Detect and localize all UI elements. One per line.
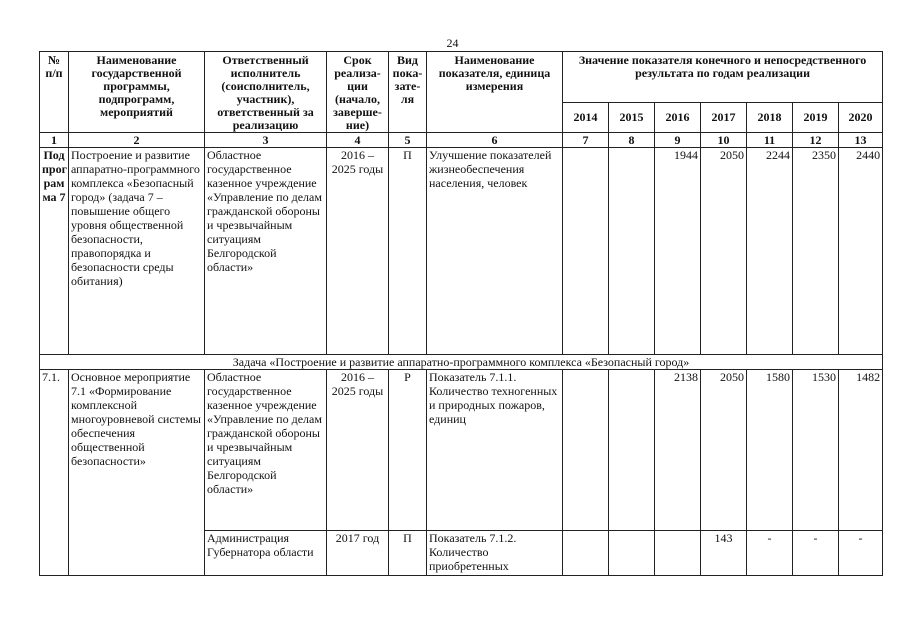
task-row bbox=[40, 355, 883, 370]
subprogram-name: Построение и развитие аппаратно-программного комплекса «Безопасный город» (задача 7 – повышение общего уровня общественной безопасности, правопорядка и безопасности среды обитания) bbox=[69, 148, 205, 355]
column-number: 6 bbox=[427, 133, 563, 148]
column-number: 11 bbox=[747, 133, 793, 148]
activity-executor: Областное государственное казенное учреждение «Управление по делам гражданской обороны и чрезвычайным ситуациям Белгородской области» bbox=[205, 370, 327, 531]
column-number: 1 bbox=[40, 133, 69, 148]
activity-term: 2016 – 2025 годы bbox=[327, 370, 389, 531]
activity-num: 7.1. bbox=[40, 370, 69, 576]
header-row bbox=[40, 52, 883, 103]
header-year: 2014 bbox=[563, 102, 609, 132]
activity-type: П bbox=[389, 531, 427, 576]
column-number-row bbox=[40, 133, 883, 148]
header-year: 2015 bbox=[609, 102, 655, 132]
activity-indicator: Показатель 7.1.1. Количество техногенных и природных пожаров, единиц bbox=[427, 370, 563, 531]
header-type: Вид пока-зате-ля bbox=[389, 52, 427, 133]
subprogram-value bbox=[609, 148, 655, 355]
subprogram-indicator: Улучшение показателей жизнеобеспечения населения, человек bbox=[427, 148, 563, 355]
header-year: 2019 bbox=[793, 102, 839, 132]
activity-value: - bbox=[839, 531, 883, 576]
activity-value: 1530 bbox=[793, 370, 839, 531]
activity-row bbox=[40, 370, 883, 531]
activity-value: 2138 bbox=[655, 370, 701, 531]
subprogram-executor: Областное государственное казенное учреждение «Управление по делам гражданской обороны и чрезвычайным ситуациям Белгородской области» bbox=[205, 148, 327, 355]
column-number: 7 bbox=[563, 133, 609, 148]
activity-executor: Администрация Губернатора области bbox=[205, 531, 327, 576]
activity-value: - bbox=[793, 531, 839, 576]
header-values-group: Значение показателя конечного и непосредственного результата по годам реализации bbox=[563, 52, 883, 103]
header-term: Срок реализа-ции (начало, заверше-ние) bbox=[327, 52, 389, 133]
activity-name: Основное мероприятие 7.1 «Формирование комплексной многоуровневой системы обеспечения общественной безопасности» bbox=[69, 370, 205, 576]
column-number: 10 bbox=[701, 133, 747, 148]
subprogram-term: 2016 – 2025 годы bbox=[327, 148, 389, 355]
activity-value bbox=[563, 370, 609, 531]
activity-value bbox=[609, 370, 655, 531]
activity-value: - bbox=[747, 531, 793, 576]
column-number: 8 bbox=[609, 133, 655, 148]
subprogram-row bbox=[40, 148, 883, 355]
column-number: 5 bbox=[389, 133, 427, 148]
activity-value: 1482 bbox=[839, 370, 883, 531]
subprogram-value: 2244 bbox=[747, 148, 793, 355]
header-year: 2016 bbox=[655, 102, 701, 132]
column-number: 2 bbox=[69, 133, 205, 148]
header-year: 2020 bbox=[839, 102, 883, 132]
subprogram-value bbox=[563, 148, 609, 355]
column-number: 4 bbox=[327, 133, 389, 148]
header-num: № п/п bbox=[40, 52, 69, 133]
header-indicator: Наименование показателя, единица измерения bbox=[427, 52, 563, 133]
subprogram-value: 2350 bbox=[793, 148, 839, 355]
activity-value: 2050 bbox=[701, 370, 747, 531]
indicators-table bbox=[39, 51, 883, 576]
activity-type: Р bbox=[389, 370, 427, 531]
subprogram-value: 2050 bbox=[701, 148, 747, 355]
activity-term: 2017 год bbox=[327, 531, 389, 576]
header-name: Наименование государственной программы, подпрограмм, мероприятий bbox=[69, 52, 205, 133]
header-year: 2018 bbox=[747, 102, 793, 132]
column-number: 12 bbox=[793, 133, 839, 148]
activity-value bbox=[563, 531, 609, 576]
activity-value bbox=[655, 531, 701, 576]
column-number: 9 bbox=[655, 133, 701, 148]
subprogram-value: 1944 bbox=[655, 148, 701, 355]
activity-value: 1580 bbox=[747, 370, 793, 531]
activity-value: 143 bbox=[701, 531, 747, 576]
column-number: 3 bbox=[205, 133, 327, 148]
activity-indicator: Показатель 7.1.2. Количество приобретенных bbox=[427, 531, 563, 576]
column-number: 13 bbox=[839, 133, 883, 148]
task-title: Задача «Построение и развитие аппаратно-программного комплекса «Безопасный город» bbox=[40, 355, 883, 370]
header-executor: Ответственный исполнитель (соисполнитель, участник), ответственный за реализацию bbox=[205, 52, 327, 133]
subprogram-type: П bbox=[389, 148, 427, 355]
subprogram-num: Под прог рам ма 7 bbox=[40, 148, 69, 355]
subprogram-value: 2440 bbox=[839, 148, 883, 355]
page-number: 24 bbox=[446, 36, 459, 50]
activity-value bbox=[609, 531, 655, 576]
header-year: 2017 bbox=[701, 102, 747, 132]
